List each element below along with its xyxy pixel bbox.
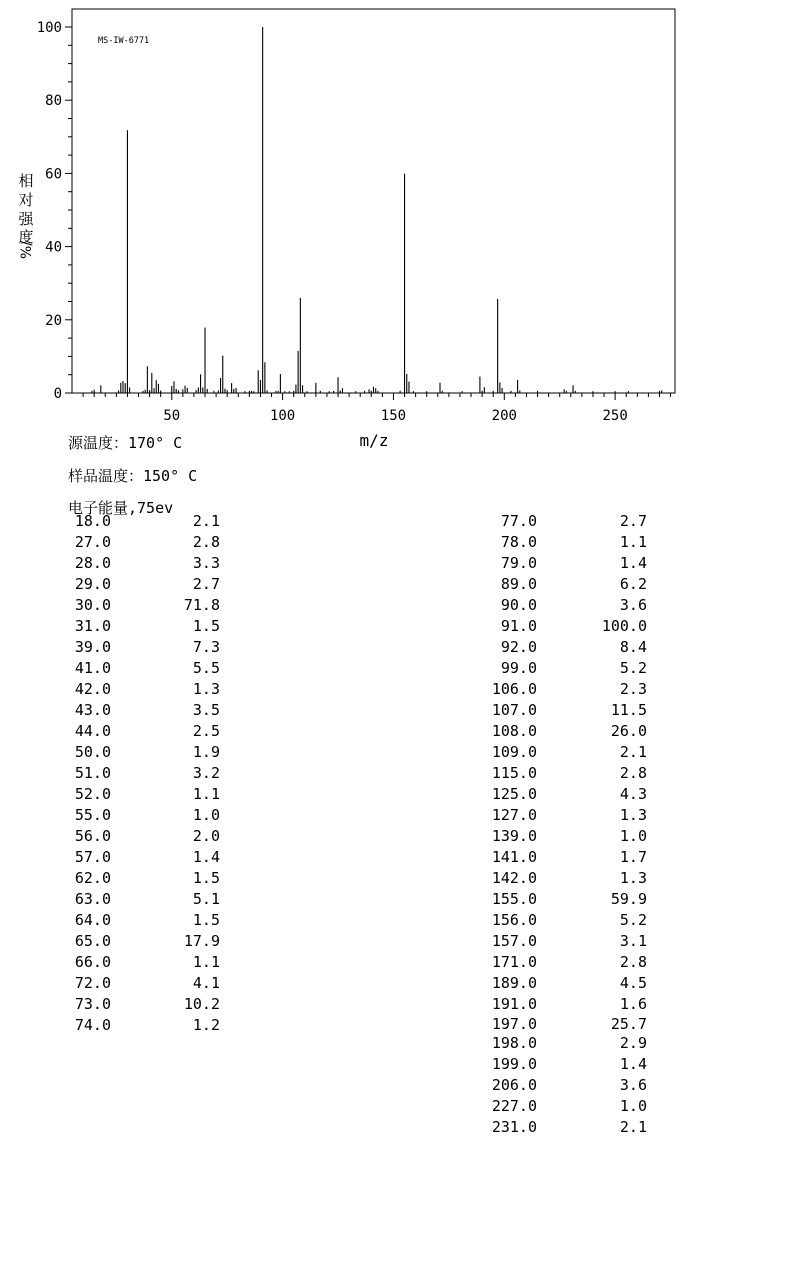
intensity-value: 5.2 <box>619 659 647 677</box>
mz-value: 64.0 <box>74 911 111 929</box>
intensity-value: 3.6 <box>619 596 647 614</box>
intensity-value: 2.3 <box>619 680 647 698</box>
mz-value: 29.0 <box>74 575 111 593</box>
table-row <box>0 637 794 658</box>
peak-table-right <box>0 511 794 1138</box>
mz-value: 74.0 <box>74 1016 111 1034</box>
y-axis-label-char: 强 <box>18 210 34 228</box>
table-row <box>0 868 794 889</box>
table-row <box>0 931 794 952</box>
intensity-value: 1.1 <box>619 533 647 551</box>
table-row <box>0 511 794 532</box>
intensity-value: 8.4 <box>619 638 647 656</box>
intensity-value: 3.5 <box>192 701 220 719</box>
mz-value: 66.0 <box>74 953 111 971</box>
intensity-value: 1.4 <box>619 1055 647 1073</box>
table-row <box>0 616 794 637</box>
mz-value: 90.0 <box>500 596 537 614</box>
x-tick-label: 250 <box>602 408 628 424</box>
intensity-value: 2.7 <box>619 512 647 530</box>
intensity-value: 1.5 <box>192 869 220 887</box>
intensity-value: 1.4 <box>619 554 647 572</box>
table-row <box>0 994 794 1015</box>
intensity-value: 10.2 <box>183 995 220 1013</box>
mz-value: 43.0 <box>74 701 111 719</box>
intensity-value: 1.3 <box>619 869 647 887</box>
mz-value: 108.0 <box>491 722 537 740</box>
table-row <box>0 763 794 784</box>
y-axis-label-unit: %/ <box>19 240 35 260</box>
intensity-value: 2.1 <box>619 743 647 761</box>
mz-value: 57.0 <box>74 848 111 866</box>
intensity-value: 1.0 <box>619 827 647 845</box>
intensity-value: 2.8 <box>619 953 647 971</box>
mz-value: 55.0 <box>74 806 111 824</box>
mz-value: 27.0 <box>74 533 111 551</box>
x-tick-label: 150 <box>380 408 407 424</box>
mz-value: 198.0 <box>491 1034 537 1052</box>
mz-value: 99.0 <box>500 659 537 677</box>
table-row <box>0 805 794 826</box>
y-axis-label-char: 相 <box>18 172 34 190</box>
table-row <box>0 952 794 973</box>
intensity-value: 4.1 <box>192 974 220 992</box>
intensity-value: 1.2 <box>192 1016 220 1034</box>
table-row <box>0 889 794 910</box>
x-axis-label: m/z <box>359 431 389 450</box>
table-row <box>0 1075 794 1096</box>
intensity-value: 2.9 <box>619 1034 647 1052</box>
mz-value: 157.0 <box>491 932 537 950</box>
intensity-value: 1.3 <box>619 806 647 824</box>
mz-value: 139.0 <box>491 827 537 845</box>
intensity-value: 5.2 <box>619 911 647 929</box>
mz-value: 51.0 <box>74 764 111 782</box>
mz-value: 155.0 <box>491 890 537 908</box>
intensity-value: 3.1 <box>619 932 647 950</box>
table-row <box>0 742 794 763</box>
mz-value: 199.0 <box>491 1055 537 1073</box>
mz-value: 125.0 <box>491 785 537 803</box>
mz-value: 52.0 <box>74 785 111 803</box>
intensity-value: 4.5 <box>619 974 647 992</box>
intensity-value: 1.4 <box>192 848 220 866</box>
intensity-value: 59.9 <box>610 890 647 908</box>
mass-spectrum-chart <box>0 0 794 460</box>
plot-frame <box>72 9 675 393</box>
table-row <box>0 595 794 616</box>
y-axis-label-char: 度 <box>18 228 34 246</box>
y-tick-label: 80 <box>45 93 62 110</box>
intensity-value: 5.1 <box>192 890 220 908</box>
intensity-value: 1.5 <box>192 911 220 929</box>
intensity-value: 1.0 <box>619 1097 647 1115</box>
intensity-value: 1.3 <box>192 680 220 698</box>
mz-value: 31.0 <box>74 617 111 635</box>
table-row <box>0 910 794 931</box>
mz-value: 42.0 <box>74 680 111 698</box>
table-row <box>0 1096 794 1117</box>
y-tick-label: 60 <box>45 166 62 183</box>
mz-value: 56.0 <box>74 827 111 845</box>
intensity-value: 2.8 <box>192 533 220 551</box>
mz-value: 62.0 <box>74 869 111 887</box>
table-row <box>0 658 794 679</box>
sample-temperature: 样品温度：150° C <box>68 467 198 485</box>
table-row <box>0 847 794 868</box>
intensity-value: 25.7 <box>610 1015 647 1033</box>
intensity-value: 11.5 <box>610 701 647 719</box>
spectrum-id-annotation: MS-IW-6771 <box>98 36 150 46</box>
intensity-value: 1.5 <box>192 617 220 635</box>
mz-value: 79.0 <box>500 554 537 572</box>
y-axis-ticks <box>37 20 72 402</box>
mz-value: 189.0 <box>491 974 537 992</box>
table-row <box>0 784 794 805</box>
mz-value: 89.0 <box>500 575 537 593</box>
mz-value: 142.0 <box>491 869 537 887</box>
intensity-value: 1.1 <box>192 953 220 971</box>
mz-value: 65.0 <box>74 932 111 950</box>
mz-value: 171.0 <box>491 953 537 971</box>
table-row <box>0 700 794 721</box>
mz-value: 91.0 <box>500 617 537 635</box>
intensity-value: 2.7 <box>192 575 220 593</box>
mz-value: 115.0 <box>491 764 537 782</box>
mz-value: 44.0 <box>74 722 111 740</box>
intensity-value: 2.0 <box>192 827 220 845</box>
intensity-value: 71.8 <box>183 596 220 614</box>
intensity-value: 1.6 <box>619 995 647 1013</box>
intensity-value: 7.3 <box>192 638 220 656</box>
table-row <box>0 1054 794 1075</box>
mz-value: 63.0 <box>74 890 111 908</box>
intensity-value: 1.7 <box>619 848 647 866</box>
intensity-value: 26.0 <box>610 722 647 740</box>
mz-value: 18.0 <box>74 512 111 530</box>
table-row <box>0 826 794 847</box>
mz-value: 156.0 <box>491 911 537 929</box>
y-tick-label: 0 <box>53 386 62 402</box>
intensity-value: 1.0 <box>192 806 220 824</box>
mz-value: 41.0 <box>74 659 111 677</box>
mz-value: 78.0 <box>500 533 537 551</box>
table-row <box>0 973 794 994</box>
intensity-value: 6.2 <box>619 575 647 593</box>
intensity-value: 2.5 <box>192 722 220 740</box>
table-row <box>0 574 794 595</box>
mz-value: 77.0 <box>500 512 537 530</box>
intensity-value: 2.8 <box>619 764 647 782</box>
intensity-value: 1.9 <box>192 743 220 761</box>
peak-group <box>92 27 662 393</box>
intensity-value: 3.2 <box>192 764 220 782</box>
mz-value: 73.0 <box>74 995 111 1013</box>
x-tick-label: 200 <box>491 408 517 424</box>
intensity-value: 5.5 <box>192 659 220 677</box>
source-temperature: 源温度：170° C <box>68 434 183 452</box>
mz-value: 231.0 <box>491 1118 537 1136</box>
table-row <box>0 679 794 700</box>
mz-value: 127.0 <box>491 806 537 824</box>
mz-value: 92.0 <box>500 638 537 656</box>
x-axis-ticks <box>83 393 670 424</box>
intensity-value: 2.1 <box>619 1118 647 1136</box>
intensity-value: 17.9 <box>183 932 220 950</box>
intensity-value: 4.3 <box>619 785 647 803</box>
table-row <box>0 553 794 574</box>
x-tick-label: 100 <box>269 408 296 424</box>
y-tick-label: 100 <box>36 20 62 36</box>
mz-value: 50.0 <box>74 743 111 761</box>
mz-value: 191.0 <box>491 995 537 1013</box>
mz-value: 206.0 <box>491 1076 537 1094</box>
electron-energy: 电子能量,75ev <box>68 499 174 517</box>
mz-value: 28.0 <box>74 554 111 572</box>
mz-value: 30.0 <box>74 596 111 614</box>
table-row <box>0 1015 794 1033</box>
mz-value: 39.0 <box>74 638 111 656</box>
y-axis-label-char: 对 <box>18 191 34 209</box>
mz-value: 109.0 <box>491 743 537 761</box>
intensity-value: 2.1 <box>192 512 220 530</box>
mz-value: 141.0 <box>491 848 537 866</box>
mz-value: 106.0 <box>491 680 537 698</box>
intensity-value: 3.6 <box>619 1076 647 1094</box>
table-row <box>0 1033 794 1054</box>
intensity-value: 3.3 <box>192 554 220 572</box>
mz-value: 107.0 <box>491 701 537 719</box>
y-axis-label <box>18 172 35 259</box>
table-row <box>0 1117 794 1138</box>
mz-value: 72.0 <box>74 974 111 992</box>
y-tick-label: 20 <box>45 312 62 329</box>
intensity-value: 100.0 <box>601 617 647 635</box>
table-row <box>0 532 794 553</box>
y-tick-label: 40 <box>45 239 62 256</box>
mz-value: 197.0 <box>491 1015 537 1033</box>
table-row <box>0 721 794 742</box>
intensity-value: 1.1 <box>192 785 220 803</box>
x-tick-label: 50 <box>163 408 181 424</box>
mz-value: 227.0 <box>491 1097 537 1115</box>
